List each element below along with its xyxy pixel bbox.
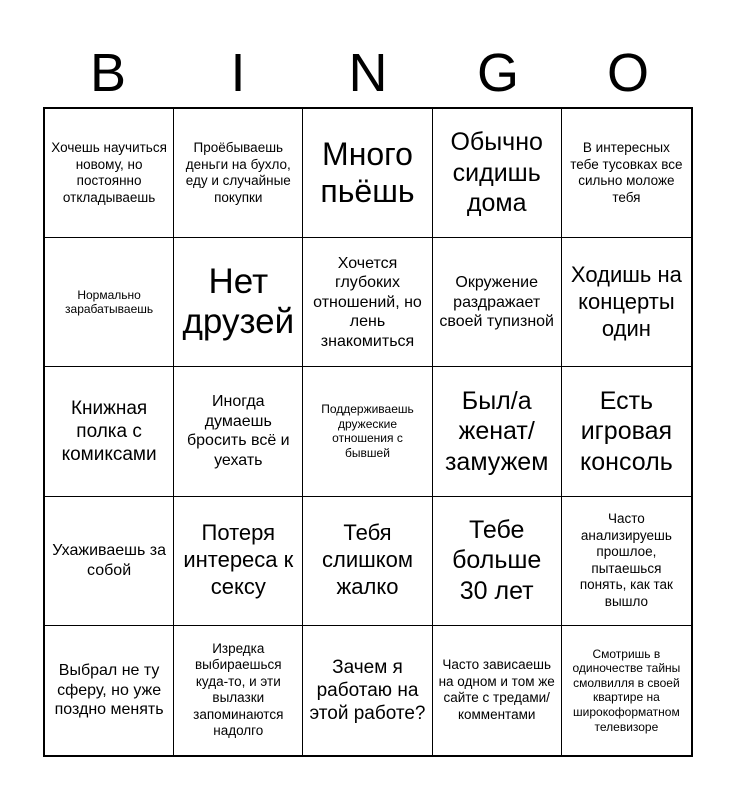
bingo-cell[interactable]: Много пьёшь (303, 109, 432, 238)
bingo-cell[interactable]: Нормально зарабатываешь (45, 238, 174, 367)
bingo-cell[interactable]: Зачем я работаю на этой работе? (303, 626, 432, 755)
bingo-cell[interactable]: Тебе больше 30 лет (433, 497, 562, 626)
bingo-cell[interactable]: В интересных тебе тусовках все сильно моложе тебя (562, 109, 691, 238)
bingo-cell[interactable]: Смотришь в одиночестве тайны смолвилля в своей квартире на широкоформатном телевизоре (572, 646, 681, 734)
bingo-cell[interactable]: Окружение раздражает своей тупизной (433, 238, 562, 367)
bingo-cell[interactable]: Обычно сидишь дома (433, 109, 562, 238)
bingo-cell[interactable]: Изредка выбираешься куда-то, и эти вылазки запоминаются надолго (174, 626, 303, 755)
bingo-cell[interactable]: Выбрал не ту сферу, но уже поздно менять (45, 626, 174, 755)
header-letter-g: G (476, 43, 519, 103)
bingo-cell[interactable]: Был/а женат/замужем (433, 367, 562, 496)
bingo-cell[interactable]: Проёбываешь деньги на бухло, еду и случайные покупки (174, 109, 303, 238)
bingo-cell[interactable]: Хочешь научиться новому, но постоянно откладываешь (45, 109, 174, 238)
bingo-cell[interactable]: Поддерживаешь дружеские отношения с бывшей (303, 367, 432, 496)
bingo-cell[interactable]: Есть игровая консоль (562, 367, 691, 496)
bingo-cell[interactable]: Книжная полка с комиксами (45, 367, 174, 496)
bingo-cell[interactable]: Ухаживаешь за собой (45, 497, 174, 626)
header-letter-b: B (89, 43, 127, 103)
bingo-header (43, 40, 693, 106)
header-letter-o: O (606, 43, 649, 103)
header-letter-n: N (348, 43, 388, 103)
header-letter-i: I (230, 43, 246, 103)
bingo-cell[interactable]: Потеря интереса к сексу (174, 497, 303, 626)
bingo-board (43, 107, 693, 757)
bingo-cell[interactable]: Иногда думаешь бросить всё и уехать (174, 367, 303, 496)
bingo-cell[interactable]: Хочется глубоких отношений, но лень знакомиться (303, 238, 432, 367)
bingo-cell[interactable]: Часто зависаешь на одном и том же сайте с тредами/комментами (433, 626, 562, 755)
bingo-cell[interactable]: Тебя слишком жалко (303, 497, 432, 626)
bingo-cell[interactable]: Ходишь на концерты один (562, 238, 691, 367)
bingo-cell[interactable]: Нет друзей (174, 238, 303, 367)
bingo-cell[interactable]: Часто анализируешь прошлое, пытаешься понять, как так вышло (562, 497, 691, 626)
